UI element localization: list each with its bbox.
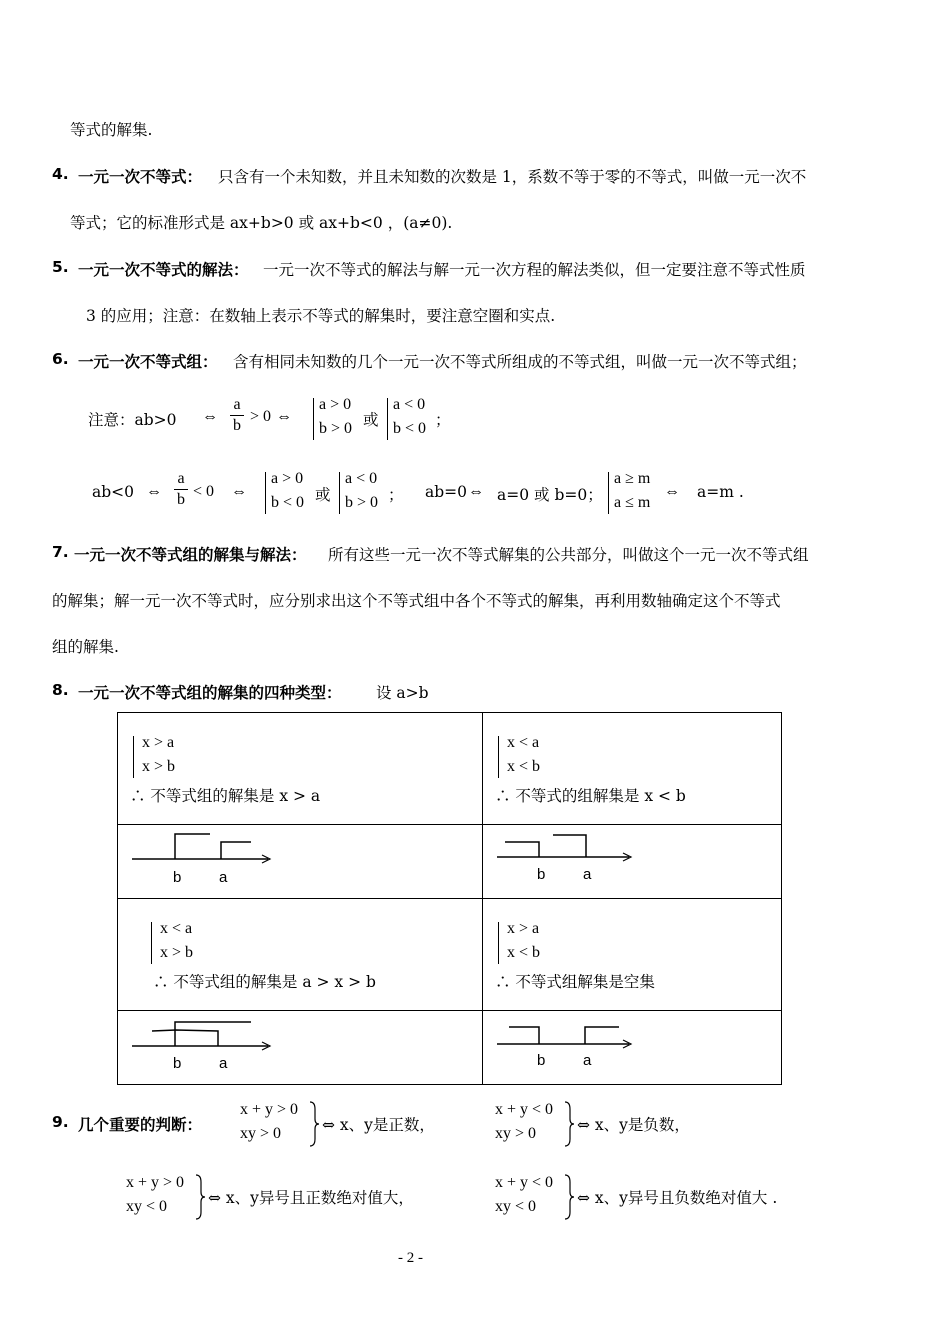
iff-symbol: ⇔	[202, 408, 218, 425]
number-line-4	[483, 1011, 781, 1084]
judge2-result: ⇔ x、y是负数，	[577, 1116, 690, 1134]
item9-number: 9.	[52, 1113, 69, 1131]
page-number: - 2 -	[398, 1250, 423, 1266]
judge3-line2: xy < 0	[126, 1198, 168, 1215]
axis-label-b: b	[173, 1055, 182, 1072]
system1-line2: b > 0	[319, 420, 353, 437]
judge4-result: ⇔ x、y异号且负数绝对值大 .	[577, 1189, 778, 1207]
item5-number: 5.	[52, 258, 69, 276]
axis-label-a: a	[219, 869, 228, 886]
system1-line1: a > 0	[319, 396, 352, 413]
fraction-numerator: a	[177, 470, 185, 487]
judge3-line1: x + y > 0	[126, 1174, 185, 1191]
item6-number: 6.	[52, 350, 69, 368]
cell2-line1: x < a	[507, 734, 540, 751]
number-line-3	[118, 1011, 482, 1084]
item5-title: 一元一次不等式的解法：	[78, 261, 249, 279]
note-lead: 注意：ab>0	[88, 411, 177, 429]
item5-text-line1: 一元一次不等式的解法与解一元一次方程的解法类似，但一定要注意不等式性质	[263, 261, 806, 279]
item5-text-line2: 3 的应用；注意：在数轴上表示不等式的解集时，要注意空圈和实点.	[86, 307, 556, 325]
table-row-divider	[117, 898, 782, 899]
cell1-line2: x > b	[142, 758, 176, 775]
item7-number: 7.	[52, 543, 69, 561]
number-line-2	[483, 825, 781, 898]
axis-label-a: a	[583, 866, 592, 883]
judge3-result: ⇔ x、y异号且正数绝对值大，	[208, 1189, 414, 1207]
item4-title: 一元一次不等式：	[78, 168, 203, 186]
system4-line1: a < 0	[345, 470, 378, 487]
ab-zero-result: a=0 或 b=0；	[497, 486, 603, 504]
continuation-text: 等式的解集.	[70, 121, 153, 139]
cell4-result: ∴ 不等式组解集是空集	[495, 973, 655, 991]
item4-text-line2: 等式；它的标准形式是 ax+b>0 或 ax+b<0 ，(a≠0).	[70, 214, 453, 232]
judge4-line1: x + y < 0	[495, 1174, 554, 1191]
axis-label-b: b	[537, 866, 546, 883]
judge1-result: ⇔ x、y是正数，	[322, 1116, 435, 1134]
axis-label-a: a	[583, 1052, 592, 1069]
fraction-a-over-b	[230, 396, 244, 435]
cell3-result: ∴ 不等式组的解集是 a > x > b	[153, 973, 376, 991]
judge4-line2: xy < 0	[495, 1198, 537, 1215]
system2-line1: a < 0	[393, 396, 426, 413]
or-text: 或	[315, 486, 331, 504]
system-brace	[498, 736, 504, 778]
axis-label-b: b	[173, 869, 182, 886]
table-border-bottom	[117, 1084, 782, 1085]
or-text: 或	[363, 411, 379, 429]
item6-title: 一元一次不等式组：	[78, 353, 218, 371]
fraction-bar	[174, 489, 188, 490]
system2-line2: b < 0	[393, 420, 427, 437]
item4-number: 4.	[52, 165, 69, 183]
cell2-line2: x < b	[507, 758, 541, 775]
fraction-bar	[230, 415, 244, 416]
item9-title: 几个重要的判断：	[78, 1116, 203, 1134]
fraction-a-over-b	[174, 470, 188, 509]
item7-text-line1: 所有这些一元一次不等式解集的公共部分，叫做这个一元一次不等式组	[328, 546, 809, 564]
iff-symbol: ⇔	[468, 483, 484, 500]
cell2-result: ∴ 不等式的组解集是 x < b	[495, 787, 686, 805]
cell1-result: ∴ 不等式组的解集是 x > a	[130, 787, 321, 805]
system-brace	[133, 736, 139, 778]
judge1-line1: x + y > 0	[240, 1101, 299, 1118]
system4-line2: b > 0	[345, 494, 379, 511]
table-border-right	[781, 712, 782, 1085]
ab-zero: ab=0	[425, 483, 468, 501]
right-brace	[195, 1174, 205, 1220]
number-line-1	[118, 825, 482, 898]
fraction-denominator: b	[233, 417, 241, 434]
gt-zero: > 0	[250, 408, 272, 425]
system3-line2: b < 0	[271, 494, 305, 511]
item8-number: 8.	[52, 681, 69, 699]
item6-text: 含有相同未知数的几个一元一次不等式所组成的不等式组，叫做一元一次不等式组；	[233, 353, 807, 371]
axis-label-a: a	[219, 1055, 228, 1072]
a-equals-m: a=m .	[697, 483, 744, 501]
iff-symbol: ⇔	[146, 483, 162, 500]
iff-symbol: ⇔	[231, 483, 247, 500]
system3-line1: a > 0	[271, 470, 304, 487]
item8-title: 一元一次不等式组的解集的四种类型：	[78, 684, 342, 702]
semicolon: ；	[388, 486, 404, 504]
table-border-top	[117, 712, 782, 713]
iff-symbol: ⇔	[664, 483, 680, 500]
judge2-line1: x + y < 0	[495, 1101, 554, 1118]
note-lead-2: ab<0	[92, 483, 135, 501]
lt-zero: < 0	[193, 483, 215, 500]
right-brace	[564, 1174, 574, 1220]
semicolon: ；	[435, 411, 451, 429]
system5-line1: a ≥ m	[614, 470, 651, 487]
item8-text: 设 a>b	[376, 684, 429, 702]
cell3-line1: x < a	[160, 920, 193, 937]
cell4-line2: x < b	[507, 944, 541, 961]
item7-text-line3: 组的解集.	[52, 638, 119, 656]
system-brace	[151, 922, 157, 964]
item4-text-line1: 只含有一个未知数，并且未知数的次数是 1，系数不等于零的不等式，叫做一元一次不	[218, 168, 807, 186]
fraction-numerator: a	[233, 396, 241, 413]
right-brace	[309, 1101, 319, 1147]
cell1-line1: x > a	[142, 734, 175, 751]
item7-title: 一元一次不等式组的解集与解法：	[74, 546, 307, 564]
iff-symbol: ⇔	[276, 408, 292, 425]
fraction-denominator: b	[177, 491, 185, 508]
right-brace	[564, 1101, 574, 1147]
judge2-line2: xy > 0	[495, 1125, 537, 1142]
axis-label-b: b	[537, 1052, 546, 1069]
cell4-line1: x > a	[507, 920, 540, 937]
system5-line2: a ≤ m	[614, 494, 651, 511]
cell3-line2: x > b	[160, 944, 194, 961]
system-brace	[498, 922, 504, 964]
judge1-line2: xy > 0	[240, 1125, 282, 1142]
item7-text-line2: 的解集；解一元一次不等式时，应分别求出这个不等式组中各个不等式的解集，再利用数轴确定这个不等式	[52, 592, 781, 610]
